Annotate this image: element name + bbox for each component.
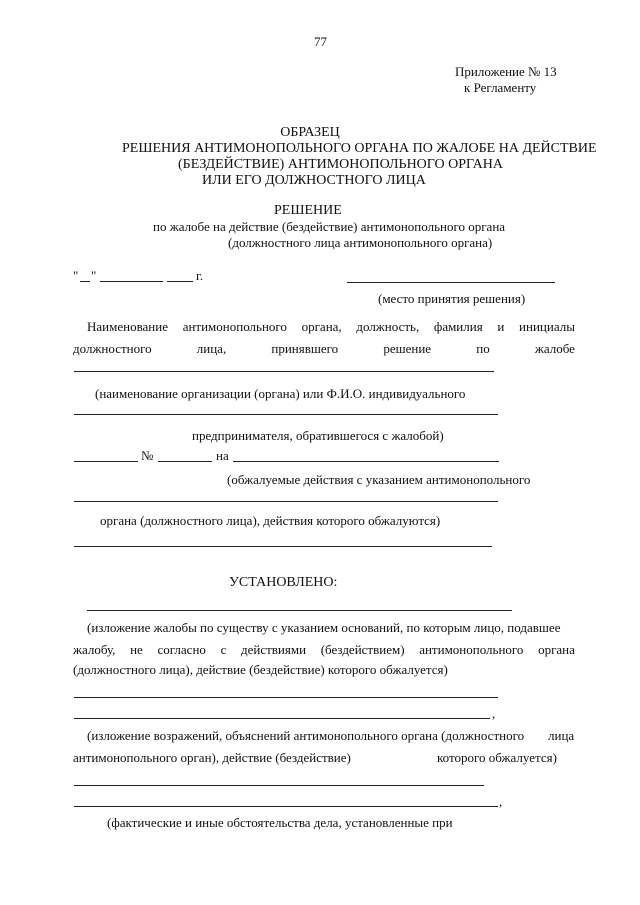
objections-line-2-end: которого обжалуется) <box>437 750 557 765</box>
objections-line-1: (изложение возражений, объяснений антимонопольного органа (должностного <box>87 728 525 743</box>
objections-text-line-1[interactable] <box>74 785 484 786</box>
appealed-caption: (обжалуемые действия с указанием антимонопольного <box>227 472 531 487</box>
word: антимонопольного <box>419 642 524 657</box>
complaint-number-line[interactable] <box>158 461 212 462</box>
date-quote-close: " <box>91 268 97 283</box>
word: решение <box>383 341 432 356</box>
word: с <box>220 642 227 657</box>
word: по <box>476 341 490 356</box>
appealed-actions-line-2[interactable] <box>74 501 498 502</box>
title-sample: ОБРАЗЕЦ <box>280 125 340 140</box>
appendix-number: Приложение № 13 <box>455 64 557 79</box>
appealed-actions-line[interactable] <box>233 461 499 462</box>
org-name-line[interactable] <box>74 371 494 372</box>
complaint-text-line-2[interactable] <box>74 718 490 719</box>
word: жалобу, <box>73 642 116 657</box>
appendix-reference: к Регламенту <box>464 80 537 95</box>
objections-line-1-end: лица <box>548 728 575 743</box>
complaint-text-line-1[interactable] <box>74 697 498 698</box>
word: жалобе <box>534 341 575 356</box>
word: должностного <box>73 341 152 356</box>
organ-line[interactable] <box>74 546 492 547</box>
org-caption: (наименование организации (органа) или Ф.И.О. индивидуального <box>95 386 466 401</box>
place-line[interactable] <box>347 282 555 283</box>
word: фамилия <box>433 319 483 334</box>
word: должность, <box>356 319 420 334</box>
facts-caption: (фактические и иные обстоятельства дела, установленные при <box>107 815 453 830</box>
title-line-2: РЕШЕНИЯ АНТИМОНОПОЛЬНОГО ОРГАНА ПО ЖАЛОБЕ НА ДЕЙСТВИЕ <box>122 141 597 156</box>
decision-heading: РЕШЕНИЕ <box>274 203 342 218</box>
year-suffix: г. <box>196 268 204 283</box>
word: органа, <box>301 319 342 334</box>
word: лица, <box>196 341 227 356</box>
day-line[interactable] <box>80 281 90 282</box>
complaint-line-3: (должностного лица), действие (бездействие) которого обжалуется) <box>73 662 448 677</box>
word: Наименование <box>87 319 168 334</box>
word: (бездействием) <box>320 642 405 657</box>
entrepreneur-caption: предпринимателя, обратившегося с жалобой) <box>192 428 444 443</box>
word: антимонопольного <box>182 319 287 334</box>
comma-1: , <box>492 706 496 721</box>
on-label: на <box>216 448 229 463</box>
year-line[interactable] <box>167 281 193 282</box>
decision-subtitle-1: по жалобе на действие (бездействие) антимонопольного органа <box>153 219 506 234</box>
established-heading: УСТАНОВЛЕНО: <box>229 575 338 590</box>
complaint-line-1: (изложение жалобы по существу с указанием оснований, по которым лицо, подавшее <box>87 620 561 635</box>
date-quote-open: " <box>73 268 79 283</box>
paragraph-1-row-1 <box>87 319 575 335</box>
word: не <box>130 642 143 657</box>
title-line-4: ИЛИ ЕГО ДОЛЖНОСТНОГО ЛИЦА <box>202 173 426 188</box>
month-line[interactable] <box>100 281 163 282</box>
word: согласно <box>157 642 206 657</box>
page-number: 77 <box>314 34 327 49</box>
comma-2: , <box>499 794 503 809</box>
complaint-summary-line[interactable] <box>87 610 512 611</box>
paragraph-1-row-2 <box>73 341 575 357</box>
word: и <box>497 319 505 334</box>
place-caption: (место принятия решения) <box>378 291 526 306</box>
entrepreneur-line[interactable] <box>74 414 498 415</box>
number-label: № <box>141 448 154 463</box>
title-line-3: (БЕЗДЕЙСТВИЕ) АНТИМОНОПОЛЬНОГО ОРГАНА <box>178 157 503 172</box>
organ-caption: органа (должностного лица), действия которого обжалуются) <box>100 513 441 528</box>
word: инициалы <box>519 319 575 334</box>
complaint-line-2 <box>73 642 575 658</box>
word: действиями <box>241 642 307 657</box>
complaint-date-line[interactable] <box>74 461 138 462</box>
objections-line-2: антимонопольного орган), действие (бездействие) <box>73 750 351 765</box>
word: принявшего <box>271 341 339 356</box>
objections-text-line-2[interactable] <box>74 806 498 807</box>
decision-subtitle-2: (должностного лица антимонопольного органа) <box>228 235 493 250</box>
word: органа <box>538 642 575 657</box>
